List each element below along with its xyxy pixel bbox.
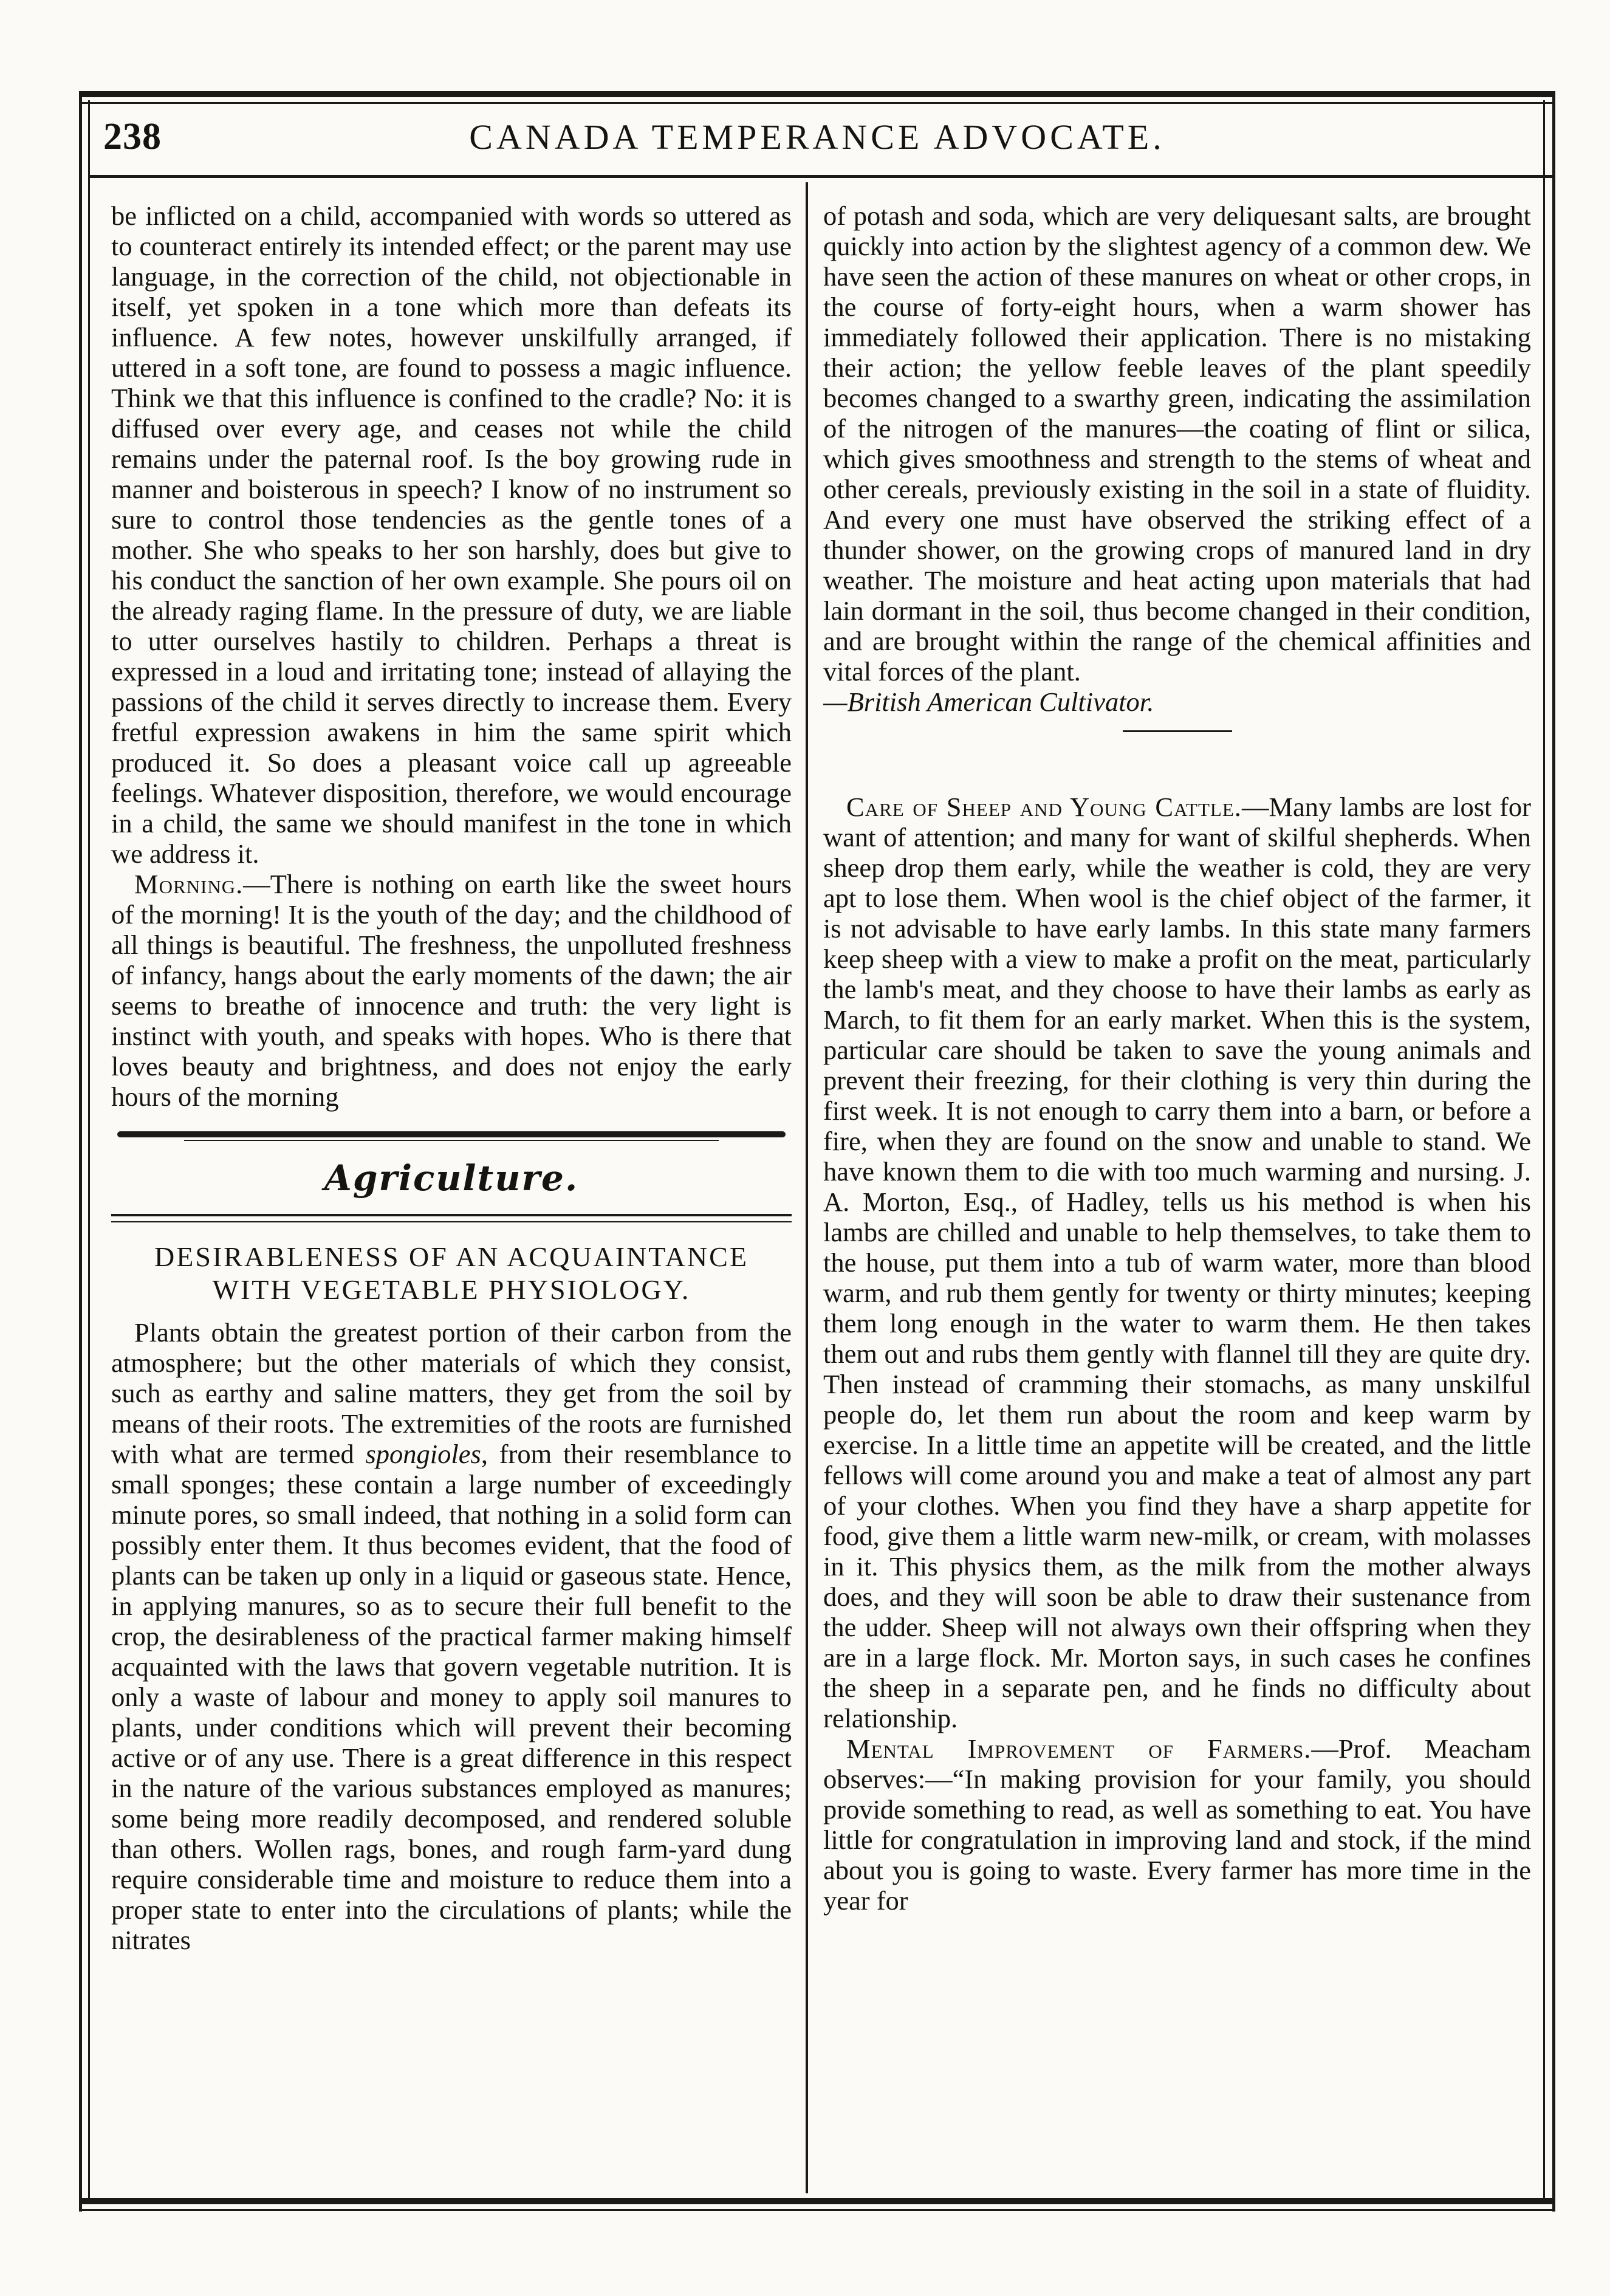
divider-bar — [117, 1131, 786, 1137]
right-border — [1552, 91, 1555, 2212]
article-body-part-b: , from their resemblance to small sponges; these contain a large number of exceedingly minute pores, so small indeed, that nothing in a solid form can possibly enter them. It thus becomes evident, that the food of plants can be taken up only in a liquid or gaseous state. Hence, in applying manures, so as to secure their full benefit to the crop, the desirableness of the practical farmer making himself acquainted with the laws that govern vegetable nutrition. It is only a waste of labour and money to apply soil manures to plants, under conditions which will prevent their becoming active or of any use. There is a great difference in this respect in the nature of the various substances employed as manures; some being more readily decomposed, and rendered soluble than others. Wollen rags, bones, and rough farm-yard dung require considerable time and moisture to reduce them into a proper state to enter into the circulations of plants; while the nitrates — [111, 1439, 792, 1955]
right-border-thin — [1543, 100, 1545, 2202]
article-body-part-a: Plants obtain the greatest portion of their carbon from the atmosphere; but the other materials of which they consist, such as earthy and saline matters, they get from the soil by means of their roots. The extremities of the roots are furnished with what are termed — [111, 1317, 792, 1469]
article-title-line-1: DESIRABLENESS OF AN ACQUAINTANCE — [154, 1241, 748, 1272]
mental-body: —Prof. Meacham observes:—“In making provision for your family, you should provide something to read, as well as something to eat. You have little for congratulation in improving land and stock, if the mind about you is going to waste. Every farmer has more time in the year for — [823, 1733, 1531, 1916]
continued-paragraph: be inflicted on a child, accompanied with words so uttered as to counteract entirely its intended effect; or the parent may use language, in the correction of the child, not objectionable in itself, yet spoken in a tone which more than defeats its influence. A few notes, however unskilfully arranged, if uttered in a soft tone, are found to possess a magic influence. Think we that this influence is confined to the cradle? No: it is diffused over every age, and ceases not while the child remains under the paternal roof. Is the boy growing rude in manner and boisterous in speech? I know of no instrument so sure to control those tendencies as the gentle tones of a mother. She who speaks to her son harshly, does but give to his conduct the sanction of her own example. She pours oil on the already raging flame. In the pressure of duty, we are liable to utter ourselves hastily to children. Perhaps a threat is expressed in a loud and irritating tone; instead of allaying the passions of the child it serves directly to increase them. Every fretful expression awakens in him the same spirit which produced it. So does a pleasant voice call up agreeable feelings. Whatever disposition, therefore, we would encourage in a child, the same we should manifest in the tone in which we address it. — [111, 200, 792, 869]
top-border-thin — [82, 102, 1555, 104]
morning-paragraph — [111, 869, 792, 1112]
page-header — [91, 115, 1543, 170]
page-number: 238 — [103, 116, 162, 157]
journal-title: CANADA TEMPERANCE ADVOCATE. — [469, 117, 1165, 157]
article-body — [111, 1317, 792, 1955]
left-border-thin — [88, 100, 90, 2202]
morning-lead: Morning. — [134, 869, 244, 899]
right-column — [823, 200, 1531, 2187]
continued-article-paragraph: of potash and soda, which are very deliquesant salts, are brought quickly into action by the slightest agency of a common dew. We have seen the action of these manures on wheat or other crops, in the course of forty-eight hours, when a warm shower has immediately followed their application. There is no mistaking their action; the yellow feeble leaves of the plant speedily becomes changed to a swarthy green, indicating the assimilation of the nitrogen of the manures—the coating of flint or silica, which gives smoothness and strength to the stems of wheat and other cereals, previously existing in the soil in a state of fluidity. And every one must have observed the striking effect of a thunder shower, on the growing crops of manured land in dry weather. The moisture and heat acting upon materials that had lain dormant in the soil, thus become changed in their condition, and are brought within the range of the chemical affinities and vital forces of the plant. — [823, 200, 1531, 687]
heading-rule — [111, 1214, 792, 1216]
section-divider — [111, 1129, 792, 1142]
section-heading: Agriculture. — [324, 1157, 579, 1199]
bottom-border — [82, 2198, 1555, 2204]
heading-rule-thin — [111, 1221, 792, 1222]
article-title — [111, 1241, 792, 1306]
bottom-border-thin — [82, 2209, 1555, 2211]
sheep-body: —Many lambs are lost for want of attention; and many for want of skilful shepherds. When sheep drop them early, while the weather is cold, they are very apt to lose them. When wool is the chief object of the farmer, it is not advisable to have early lambs. In this state many farmers keep sheep with a view to make a profit on the meat, particularly the lamb's meat, and they choose to have their lambs as early as March, to fit them for an early market. When this is the system, particular care should be taken to save the young animals and prevent their freezing, for their clothing is very thin during the first week. It is not enough to carry them into a barn, or before a fire, when they are found on the snow and unable to stand. We have known them to die with too much warming and nursing. J. A. Morton, Esq., of Hadley, tells us his method is when his lambs are chilled and unable to help themselves, to take them to the house, put them into a tub of warm water, more than blood warm, and rub them gently for twenty or thirty minutes; keeping them long enough in the water to warm them. He then takes them out and rubs them gently with flannel till they are quite dry. Then instead of cramming their stomachs, as many unskilful people do, let them run about the room and keep warm by exercise. In a little time an appetite will be created, and the little fellows will come around you and make a teat of almost any part of your clothes. When you find they have a sharp appetite for food, give them a little warm new-milk, or cream, with molasses in it. This physics them, as the milk from the mother always does, and they will soon be able to draw their sustenance from the udder. Sheep will not always own their offspring when they are in a large flock. Mr. Morton says, in such cases he confines the sheep in a separate pen, and he finds no difficulty about relationship. — [823, 792, 1531, 1733]
article-title-line-2: WITH VEGETABLE PHYSIOLOGY. — [212, 1274, 691, 1305]
morning-body: —There is nothing on earth like the sweet hours of the morning! It is the youth of the day; and the childhood of all things is beautiful. The freshness, the unpolluted freshness of infancy, hangs about the early moments of the dawn; the air seems to breathe of innocence and truth: the very light is instinct with youth, and speaks with hopes. Who is there that loves beauty and brightness, and does not enjoy the early hours of the morning — [111, 869, 792, 1112]
left-column — [111, 200, 792, 2187]
sheep-paragraph — [823, 792, 1531, 1733]
divider-thin-line — [184, 1140, 719, 1141]
sheep-lead: Care of Sheep and Young Cattle. — [846, 792, 1242, 822]
article-italic-term: spongioles — [365, 1439, 481, 1469]
source-credit: —British American Cultivator. — [823, 687, 1154, 717]
column-divider — [806, 182, 808, 2193]
top-border — [82, 91, 1555, 97]
mental-paragraph — [823, 1733, 1531, 1916]
left-border — [79, 91, 82, 2212]
header-rule — [88, 175, 1552, 178]
mental-lead: Mental Improvement of Farmers. — [846, 1733, 1312, 1764]
